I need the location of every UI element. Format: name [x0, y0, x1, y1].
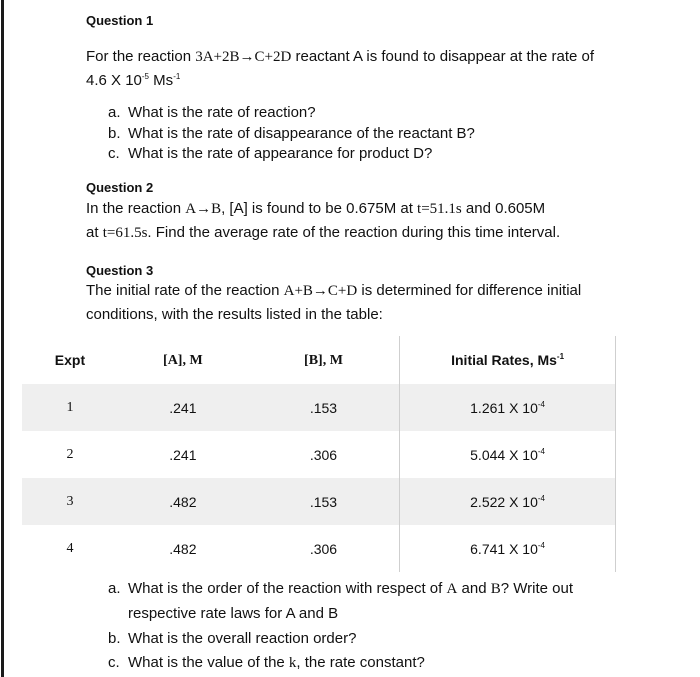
table-row: 2 .241 .306 5.044 X $10^{-4}$ — [22, 431, 616, 478]
table-row: 3 .482 .153 2.522 X $10^{-4}$ — [22, 478, 616, 525]
header-expt: Expt — [54, 352, 86, 368]
q2-time-1: t=51.1s — [417, 201, 462, 217]
table-row: 4 .482 .306 6.741 X $10^{-4}$ — [22, 525, 616, 572]
q3-item-b: b. What is the overall reaction order? — [108, 630, 357, 647]
q3-item-a-line-2: respective rate laws for A and B — [128, 605, 339, 622]
question-1-text — [86, 45, 594, 69]
question-3-title: Question 3 — [86, 263, 154, 278]
question-1-rate — [86, 69, 180, 93]
q1-rate-exponent: -5 — [141, 72, 150, 81]
header-initial-rates: Initial Rates, $Ms^{-1}$ — [400, 336, 616, 384]
question-2-line-2: at t=61.5s. Find the average rate of the reaction during this time interval. — [86, 224, 561, 241]
q1-item: b. What is the rate of disappearance of the reactant B? — [108, 125, 475, 142]
table-row: 1 .241 .153 1.261 X $10^{-4}$ — [22, 384, 616, 431]
q2-equation: A→B — [185, 201, 222, 217]
question-2-line-1: In the reaction A→B, [A] is found to be 0.675M at t=51.1s and 0.605M — [86, 200, 546, 217]
question-1-title: Question 1 — [86, 13, 154, 28]
q3-item-a: a. What is the order of the reaction with respect of A and B? Write out — [108, 580, 573, 597]
question-3-line-2: conditions, with the results listed in the table: — [86, 306, 383, 323]
question-3-line-1: The initial rate of the reaction A+B→C+D is determined for difference initial — [86, 282, 582, 299]
q1-item: c. What is the rate of appearance for product D? — [108, 145, 433, 162]
q1-item: a. What is the rate of reaction? — [108, 104, 316, 121]
header-a: [A], M — [163, 353, 203, 368]
q1-rate-unit: Ms — [149, 72, 174, 89]
q1-rate-unit-exponent: -1 — [173, 72, 181, 81]
table-header-row — [22, 336, 616, 384]
q3-equation: A+B→C+D — [283, 283, 358, 299]
q3-item-c: c. What is the value of the k, the rate constant? — [108, 654, 425, 671]
header-b: [B], M — [304, 353, 343, 368]
q2-time-2: t=61.5s — [102, 225, 148, 241]
q1-rate-mantissa: 4.6 X 10 — [86, 72, 142, 89]
question-2-title: Question 2 — [86, 180, 154, 195]
q1-text-suffix: reactant A is found to disappear at the rate of — [291, 48, 595, 65]
rates-table — [22, 336, 616, 572]
q1-text-prefix: For the reaction — [86, 48, 196, 65]
left-border-line — [1, 0, 4, 677]
q1-equation: 3A+2B→C+2D — [195, 49, 292, 65]
